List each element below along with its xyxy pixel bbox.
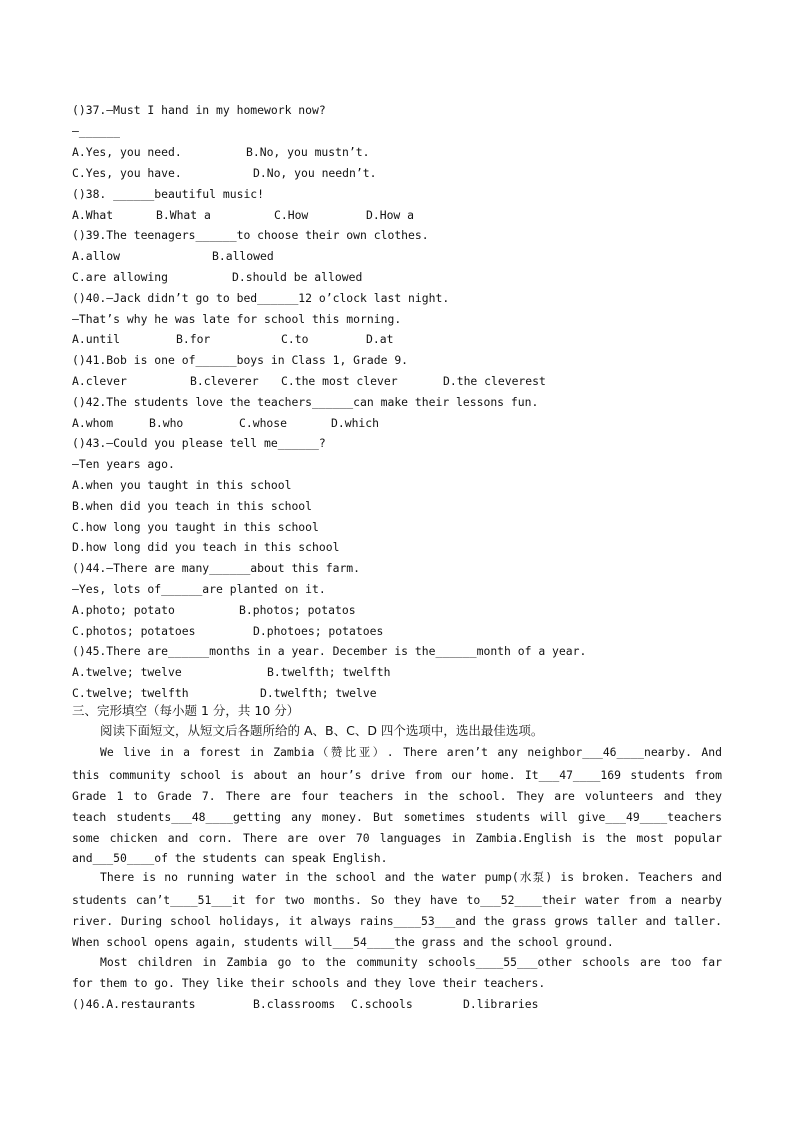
question-44-option-d: D.photoes; potatoes — [253, 624, 384, 638]
question-37-option-b: B.No, you mustn’t. — [246, 145, 370, 159]
question-39: ()39.The teenagers______to choose their own clothes. — [72, 228, 429, 242]
question-38-option-d: D.How a — [366, 208, 415, 222]
question-45: ()45.There are______months in a year. December is the______month of a year. — [72, 644, 587, 658]
question-46-option-c: C.schools — [351, 997, 413, 1011]
question-44-reply: —Yes, lots of______are planted on it. — [72, 582, 326, 596]
question-43-option-d: D.how long did you teach in this school — [72, 540, 340, 554]
passage-p3-line-1-text: Most children in Zambia go to the community schools____55___other schools are too far — [100, 955, 722, 969]
question-41-option-b: B.cleverer — [190, 374, 259, 388]
question-46-option-d: D.libraries — [463, 997, 539, 1011]
question-45-option-d: D.twelfth; twelve — [260, 686, 377, 700]
question-43: ()43.—Could you please tell me______? — [72, 436, 326, 450]
question-39-option-c: C.are allowing — [72, 270, 169, 284]
question-43-option-a: A.when you taught in this school — [72, 478, 292, 492]
question-41-option-c: C.the most clever — [281, 374, 398, 388]
question-44-option-c: C.photos; potatoes — [72, 624, 196, 638]
question-39-option-d: D.should be allowed — [232, 270, 363, 284]
passage-p2-line-1 — [100, 870, 722, 884]
passage-p2-line-3: river. During school holidays, it always rains____53___and the grass grows taller and taller. — [72, 914, 722, 928]
question-37-reply: —______ — [72, 124, 121, 138]
passage-p1-line-4: teach students___48____getting any money. But sometimes students will give___49____teachers — [72, 810, 722, 824]
question-44: ()44.—There are many______about this farm. — [72, 561, 361, 575]
question-41-option-a: A.clever — [72, 374, 127, 388]
question-38-option-c: C.How — [274, 208, 309, 222]
question-43-reply: —Ten years ago. — [72, 457, 175, 471]
section-heading: 三、完形填空（每小题 1 分，共 10 分） — [72, 703, 300, 718]
question-43-option-c: C.how long you taught in this school — [72, 520, 319, 534]
question-40: ()40.—Jack didn’t go to bed______12 o’clock last night. — [72, 291, 450, 305]
passage-p2-line-2: students can’t____51___it for two months. So they have to___52____their water from a nearby — [72, 893, 722, 907]
passage-p1-line-3: Grade 1 to Grade 7. There are four teachers in the school. They are volunteers and they — [72, 789, 722, 803]
question-42: ()42.The students love the teachers______can make their lessons fun. — [72, 395, 539, 409]
passage-p3-line-1 — [100, 955, 722, 969]
passage-p1-line-2: this community school is about an hour’s drive from our home. It___47____169 students from — [72, 768, 722, 782]
question-44-option-b: B.photos; potatos — [239, 603, 356, 617]
question-37-option-c: C.Yes, you have. — [72, 166, 182, 180]
question-40-reply: —That’s why he was late for school this morning. — [72, 312, 402, 326]
passage-p2-line-4: When school opens again, students will___54____the grass and the school ground. — [72, 935, 614, 949]
question-43-option-b: B.when did you teach in this school — [72, 499, 313, 513]
question-44-option-a: A.photo; potato — [72, 603, 175, 617]
passage-p1-line-1 — [100, 745, 722, 759]
question-37-option-a: A.Yes, you need. — [72, 145, 182, 159]
section-instruction: 阅读下面短文，从短文后各题所给的 A、B、C、D 四个选项中，选出最佳选项。 — [100, 723, 544, 738]
question-42-option-d: D.which — [331, 416, 380, 430]
question-37: ()37.—Must I hand in my homework now? — [72, 103, 326, 117]
question-40-option-c: C.to — [281, 332, 309, 346]
question-40-option-b: B.for — [176, 332, 211, 346]
passage-p1-line-5: some chicken and corn. There are over 70 languages in Zambia.English is the most popular — [72, 831, 722, 845]
passage-p2-line-1-text: There is no running water in the school and the water pump(水泵) is broken. Teachers and — [100, 870, 722, 884]
question-38-option-b: B.What a — [156, 208, 211, 222]
question-39-option-a: A.allow — [72, 249, 121, 263]
question-42-option-a: A.whom — [72, 416, 114, 430]
passage-p1-line-1-text: We live in a forest in Zambia（赞比亚）. There aren’t any neighbor___46____nearby. And — [100, 745, 722, 759]
question-38: ()38. ______beautiful music! — [72, 187, 265, 201]
question-40-option-d: D.at — [366, 332, 394, 346]
passage-p1-line-6: and___50____of the students can speak English. — [72, 851, 388, 865]
question-41: ()41.Bob is one of______boys in Class 1, Grade 9. — [72, 353, 409, 367]
question-46-option-b: B.classrooms — [253, 997, 336, 1011]
question-38-option-a: A.What — [72, 208, 114, 222]
question-42-option-b: B.who — [149, 416, 184, 430]
question-40-option-a: A.until — [72, 332, 121, 346]
question-45-option-a: A.twelve; twelve — [72, 665, 182, 679]
passage-p3-line-2: for them to go. They like their schools and they love their teachers. — [72, 976, 546, 990]
question-42-option-c: C.whose — [239, 416, 288, 430]
question-37-option-d: D.No, you needn’t. — [253, 166, 377, 180]
question-46-option-a: ()46.A.restaurants — [72, 997, 196, 1011]
question-45-option-c: C.twelve; twelfth — [72, 686, 189, 700]
question-39-option-b: B.allowed — [212, 249, 274, 263]
question-45-option-b: B.twelfth; twelfth — [267, 665, 391, 679]
question-41-option-d: D.the cleverest — [443, 374, 546, 388]
